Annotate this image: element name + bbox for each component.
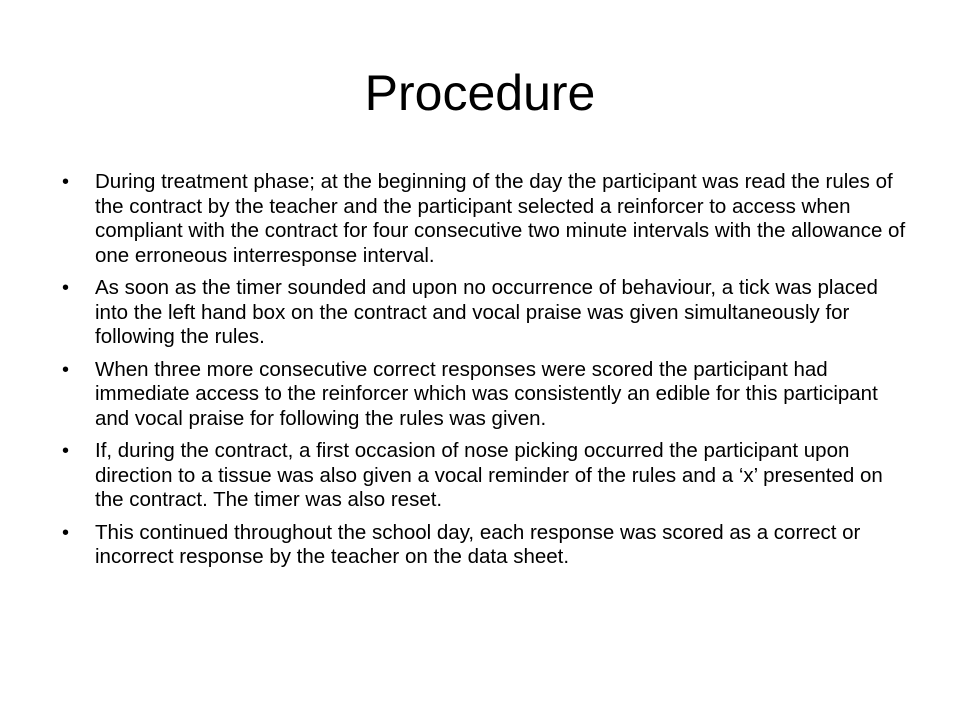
bullet-text: When three more consecutive correct responses were scored the participant had immediate access to the reinforcer which was consistently an edible for this participant and vocal praise for following the rules was given. [95,357,878,430]
bullet-text: As soon as the timer sounded and upon no occurrence of behaviour, a tick was placed into the left hand box on the contract and vocal praise was given simultaneously for following the rules. [95,276,878,348]
bullet-list [62,170,912,578]
bullet-marker: • [62,277,70,299]
slide-title: Procedure [364,65,596,121]
bullet-marker: • [62,521,70,544]
bullet-item [62,521,912,570]
bullet-text: If, during the contract, a first occasion of nose picking occurred the participant upon direction to a tissue was also given a vocal reminder of the rules and a ‘x’ presented on the contract. The timer was also reset. [95,439,883,511]
bullet-item [62,276,912,350]
bullet-text: This continued throughout the school day, each response was scored as a correct or incorrect response by the teacher on the data sheet. [95,520,861,568]
bullet-marker: • [62,440,70,462]
bullet-item [62,358,912,432]
bullet-text: During treatment phase; at the beginning of the day the participant was read the rules of the contract by the teacher and the participant selected a reinforcer to access when compliant with the contract for four consecutive two minute intervals with the allowance of one erroneous interresponse interval. [95,170,906,267]
bullet-item [62,170,912,268]
bullet-marker: • [62,171,70,193]
bullet-item [62,439,912,513]
bullet-marker: • [62,358,70,381]
